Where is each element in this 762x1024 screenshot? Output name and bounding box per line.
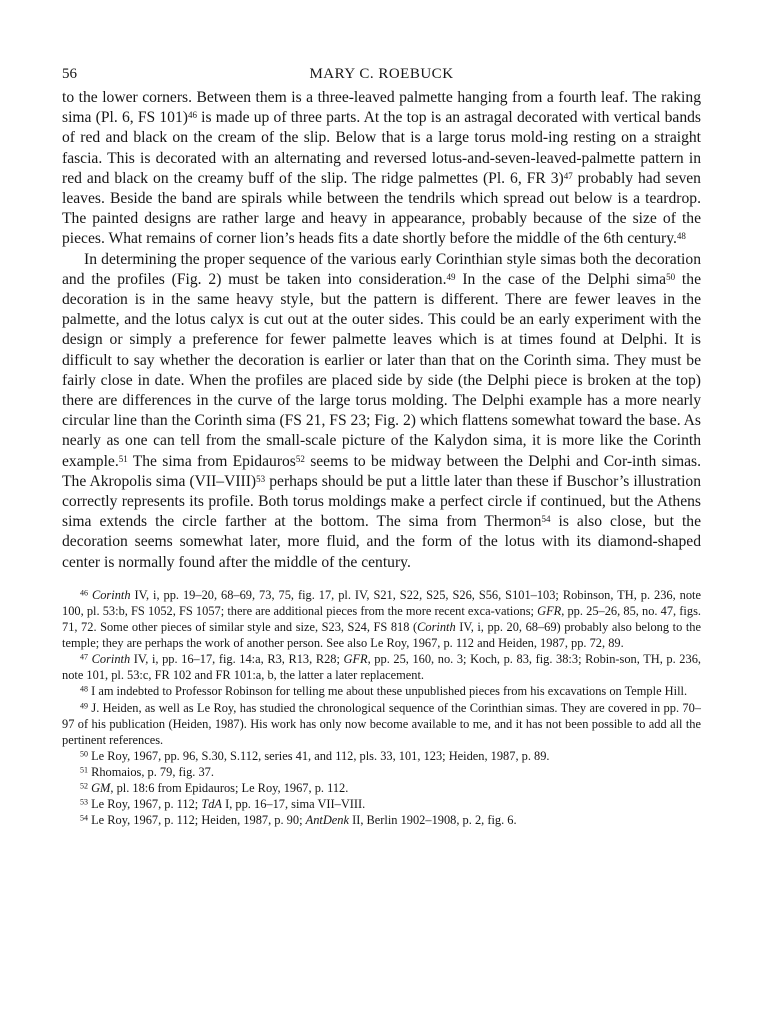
footnote — [62, 764, 701, 780]
footnote-ref: 52 — [295, 453, 305, 464]
footnote-ref: 49 — [446, 271, 456, 282]
footnote-text: I am indebted to Professor Robinson for telling me about these unpublished pieces from his excavations on Temple Hill. — [88, 684, 688, 699]
footnote-ref: 48 — [676, 231, 686, 242]
footnote-ref: 54 — [541, 514, 551, 525]
footnote-ref: 46 — [187, 110, 197, 121]
footnote-number: 50 — [80, 749, 88, 759]
footnote-number: 46 — [80, 588, 88, 598]
paragraph: In determining the proper sequence of the various early Corinthian style simas both the decoration and the profiles (Fig. 2) must be taken into consideration.$^{49}$ In the case of the Delphi sima$^{50}$ the decoration is in the same heavy style, but the pattern is different. There are fewer leaves in the palmette, and the lotus calyx is cut out at the outer sides. This could be an early experiment with the design or simply a preference for fewer palmette leaves which is at times found at Delphi. It is difficult to say whether the decoration is earlier or later than that on the Corinth sima. They must be fairly close in date. When the profiles are placed side by side (the Delphi piece is broken at the top) there are differences in the curve of the large torus molding. The Delphi example has a more nearly circular line than the Corinth sima (FS 21, FS 23; Fig. 2) which flattens somewhat toward the base. As nearly as one can tell from the small-scale picture of the Kalydon sima, it is more like the Corinth example.$^{51}$ The sima from Epidauros$^{52}$ seems to be midway between the Delphi and Cor-inth simas. The Akropolis sima (VII–VIII)$^{53}$ perhaps should be put a little later than these if Buschor’s illustration correctly represents its profile. Both torus moldings make a perfect circle if continued, but the Athens sima extends the circle farther at the bottom. The sima from Thermon$^{54}$ is also close, but the decoration seems somewhat later, more fluid, and the form of the lotus with its diamond-shaped center is normally found after the middle of the century. — [62, 250, 702, 571]
footnote-ref: 51 — [118, 453, 128, 464]
footnote — [62, 748, 701, 764]
body-text — [62, 88, 701, 573]
footnote-number: 51 — [80, 765, 88, 775]
running-head: MARY C. ROEBUCK — [309, 66, 454, 82]
footnote — [62, 812, 701, 828]
footnote-number: 52 — [80, 781, 88, 791]
footnote-text: Rhomaios, p. 79, fig. 37. — [88, 764, 214, 779]
footnote-ref: 47 — [563, 170, 573, 181]
footnote-text: Corinth IV, i, pp. 19–20, 68–69, 73, 75, fig. 17, pl. IV, S21, S22, S25, S26, S56, S101–103; Robinson, TH, p. 236, note 100, pl. 53:b, FS 1052, FS 1057; there are additional pieces from the more recent exca-vations; GFR, pp. 25–26, 85, no. 47, figs. 71, 72. Some other pieces of similar style and size, S23, S24, FS 818 (Corinth IV, i, pp. 20, 68–69) probably also belong to the temple; they are perhaps the work of another person. See also Le Roy, 1967, p. 112 and Heiden, 1987, pp. 72, 89. — [62, 587, 701, 651]
footnotes — [62, 587, 701, 828]
page-header — [62, 60, 701, 88]
footnote-text: Le Roy, 1967, p. 112; Heiden, 1987, p. 90; AntDenk II, Berlin 1902–1908, p. 2, fig. 6. — [88, 813, 517, 828]
footnote-text: J. Heiden, as well as Le Roy, has studied the chronological sequence of the Corinthian simas. They are covered in pp. 70–97 of his publication (Heiden, 1987). His work has only now become available to me, and it has not been possible to add all the pertinent references. — [62, 700, 701, 747]
footnote — [62, 587, 701, 651]
footnote — [62, 700, 701, 748]
paragraph: to the lower corners. Between them is a three-leaved palmette hanging from a fourth leaf. The raking sima (Pl. 6, FS 101)$^{46}$ is made up of three parts. At the top is an astragal decorated with vertical bands of red and black on the cream of the slip. Below that is a large torus mold-ing resting on a straight fascia. This is decorated with an alternating and reversed lotus-and-seven-leaved-palmette pattern in red and black on the creamy buff of the slip. The ridge palmettes (Pl. 6, FR 3)$^{47}$ probably had seven leaves. Beside the band are spirals while between the tendrils which spread out below is a teardrop. The painted designs are rather large and heavy in appearance, probably because of the size of the pieces. What remains of corner lion’s heads fits a date shortly before the middle of the 6th century.$^{48}$ — [62, 89, 702, 248]
footnote-number: 48 — [80, 684, 88, 694]
footnote-text: Le Roy, 1967, pp. 96, S.30, S.112, series 41, and 112, pls. 33, 101, 123; Heiden, 1987, p. 89. — [88, 748, 550, 763]
footnote-number: 49 — [80, 700, 88, 710]
page-number: 56 — [62, 66, 77, 82]
footnote-text: GM, pl. 18:6 from Epidauros; Le Roy, 1967, p. 112. — [91, 781, 349, 795]
footnote — [62, 796, 701, 812]
footnote-number: 54 — [80, 813, 88, 823]
page — [62, 60, 701, 828]
footnote-text: Le Roy, 1967, p. 112; TdA I, pp. 16–17, sima VII–VIII. — [88, 797, 366, 812]
footnote-ref: 50 — [666, 271, 676, 282]
footnote — [62, 780, 701, 796]
footnote-number: 53 — [80, 797, 88, 807]
footnote — [62, 683, 701, 699]
footnote-text: Corinth IV, i, pp. 16–17, fig. 14:a, R3, R13, R28; GFR, pp. 25, 160, no. 3; Koch, p. 83, fig. 38:3; Robin-son, TH, p. 236, note 101, pl. 53:c, FR 102 and FR 101:a, b, the latter a later replacement. — [62, 652, 701, 683]
footnote-ref: 53 — [256, 473, 266, 484]
footnote — [62, 651, 701, 683]
footnote-number: 47 — [80, 652, 88, 662]
